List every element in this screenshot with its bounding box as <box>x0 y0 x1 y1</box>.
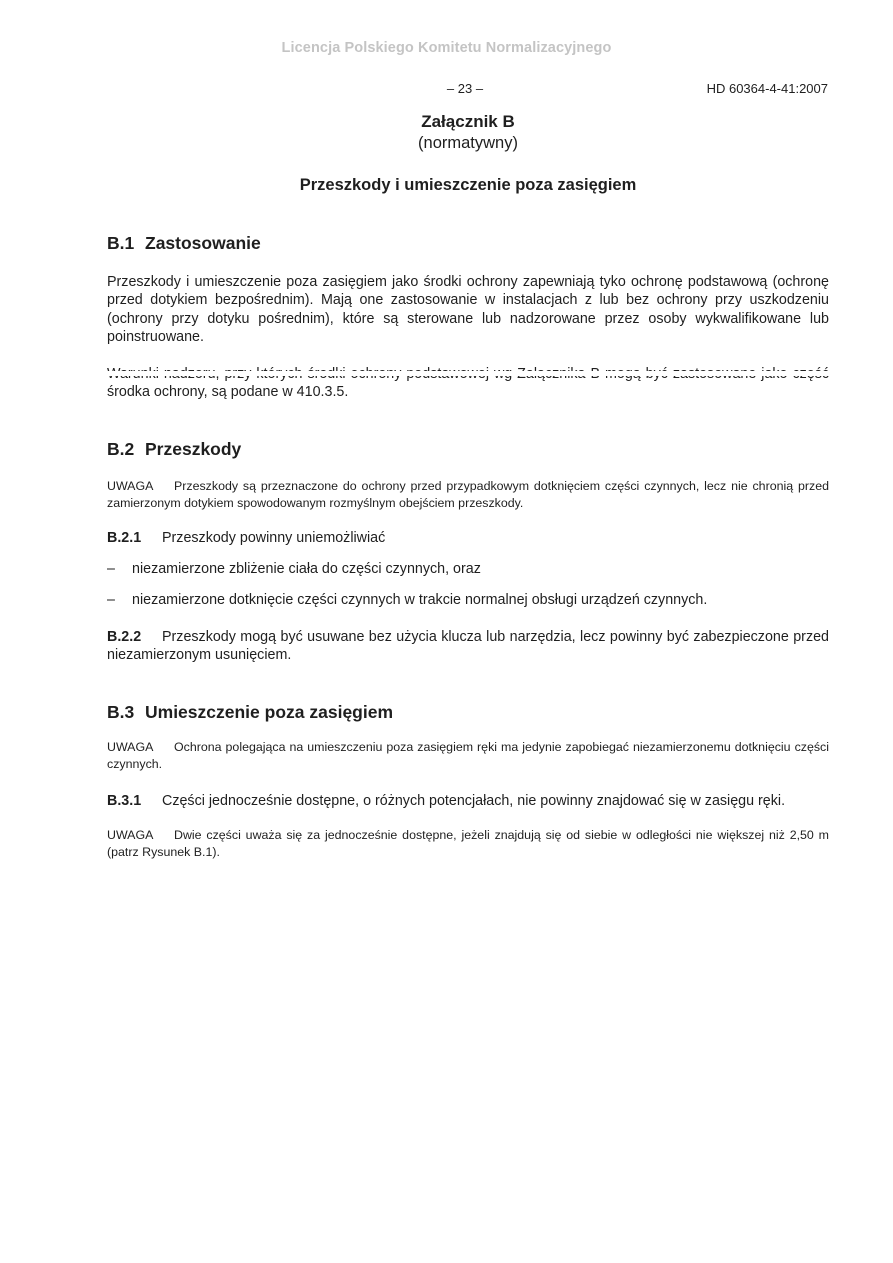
page-number: – 23 – <box>446 81 484 96</box>
section-number: B.3 <box>107 702 135 722</box>
clause-number: B.2.2 <box>107 629 142 645</box>
section-title: Umieszczenie poza zasięgiem <box>145 702 394 722</box>
note-text: Dwie części uważa się za jednocześnie dostępne, jeżeli znajdują się od siebie w odległości nie większej niż 2,50 m (patrz Rysunek B.1). <box>107 828 829 859</box>
list-item <box>107 591 829 609</box>
section-number: B.2 <box>107 439 135 459</box>
clause-number: B.2.1 <box>107 530 142 546</box>
note-text: Ochrona polegająca na umieszczeniu poza zasięgiem ręki ma jedynie zapobiegać niezamierzonemu dotknięciu części czynnych. <box>107 740 829 771</box>
list-item-text: niezamierzone zbliżenie ciała do części czynnych, oraz <box>132 561 481 577</box>
annex-title: Załącznik B <box>421 112 515 131</box>
watermark: Licencja Polskiego Komitetu Normalizacyjnego <box>281 40 612 56</box>
section-b2-note <box>107 478 829 511</box>
clause-text: Części jednocześnie dostępne, o różnych potencjałach, nie powinny znajdować się w zasięgu ręki. <box>162 793 786 809</box>
clause-b2-1 <box>107 529 829 547</box>
clause-text: Przeszkody powinny uniemożliwiać <box>162 530 386 546</box>
section-number: B.1 <box>107 233 135 253</box>
section-b3-note <box>107 739 829 772</box>
note-text: Przeszkody są przeznaczone do ochrony przed przypadkowym dotknięciem części czynnych, lecz nie chronią przed zamierzonym dotykiem spowodowanym rozmyślnym obejściem przeszkody. <box>107 479 829 510</box>
section-b3-heading <box>107 702 393 723</box>
dash-bullet: – <box>107 592 115 608</box>
clause-number: B.3.1 <box>107 793 142 809</box>
section-b2-heading <box>107 439 241 460</box>
note-label: UWAGA <box>107 828 154 842</box>
dash-bullet: – <box>107 561 115 577</box>
section-b1-heading <box>107 233 261 254</box>
list-item-text: niezamierzone dotknięcie części czynnych w trakcie normalnej obsługi urządzeń czynnych. <box>132 592 708 608</box>
document-id: HD 60364-4-41:2007 <box>706 81 828 96</box>
annex-heading: Przeszkody i umieszczenie poza zasięgiem <box>299 176 637 194</box>
section-title: Zastosowanie <box>145 233 261 253</box>
scan-artifact <box>107 371 829 376</box>
clause-text: Przeszkody mogą być usuwane bez użycia klucza lub narzędzia, lecz powinny być zabezpieczone przed niezamierzonym usunięciem. <box>107 629 829 664</box>
section-b1-paragraph-1: Przeszkody i umieszczenie poza zasięgiem jako środki ochrony zapewniają tyko ochronę podstawową (ochronę przed dotykiem bezpośrednim). Mają one zastosowanie w instalacjach z lub bez ochrony przy uszkodzeniu (ochrony przy dotyku pośrednim), które są sterowane lub nadzorowane przez osoby wykwalifikowane lub poinstruowane. <box>107 274 829 346</box>
clause-b2-2 <box>107 628 829 665</box>
list-item <box>107 560 829 578</box>
annex-subtitle: (normatywny) <box>418 134 518 152</box>
note-label: UWAGA <box>107 479 154 493</box>
section-b3-note-2 <box>107 827 829 860</box>
note-label: UWAGA <box>107 740 154 754</box>
section-b1-paragraph-2: środka ochrony, są podane w 410.3.5. <box>107 384 349 401</box>
clause-b3-1 <box>107 792 829 810</box>
section-title: Przeszkody <box>145 439 242 459</box>
